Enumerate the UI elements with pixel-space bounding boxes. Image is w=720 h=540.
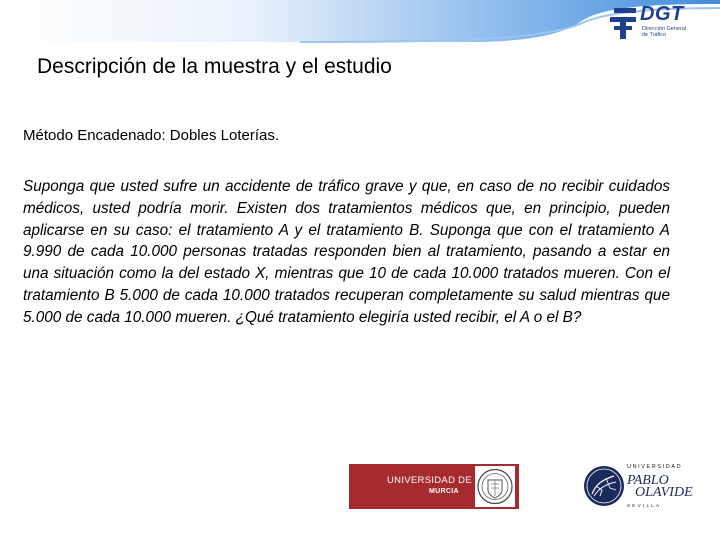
- universidad-murcia-logo: [349, 464, 519, 509]
- upo-seal-icon: [582, 464, 626, 508]
- murcia-logo-line1: UNIVERSIDAD DE: [387, 475, 472, 486]
- dgt-logo: [610, 2, 696, 44]
- dgt-cross-icon: [610, 4, 638, 40]
- dgt-logo-subtitle-line: de Tráfico: [642, 32, 667, 38]
- dgt-logo-text: DGT: [640, 3, 684, 25]
- slide-subtitle: Método Encadenado: Dobles Loterías.: [23, 127, 280, 144]
- universidad-pablo-olavide-logo: [582, 462, 693, 512]
- murcia-seal-icon: [475, 466, 515, 507]
- upo-logo-top: UNIVERSIDAD: [627, 464, 683, 470]
- murcia-logo-line2: MURCIA: [429, 488, 459, 495]
- upo-logo-name-line1: PABLO: [627, 473, 669, 488]
- dgt-logo-subtitle: [642, 26, 686, 38]
- slide-title: Descripción de la muestra y el estudio: [37, 55, 392, 78]
- question-text: Suponga que usted sufre un accidente de tráfico grave y que, en caso de no recibir cuidados médicos, usted podría morir. Existen dos tratamientos médicos que, en principio, pueden aplicarse en su caso: el tratamiento A y el tratamiento B. Suponga que con el tratamiento A 9.990 de cada 10.000 personas tratadas responden bien al tratamiento, pasando a estar en una situación como la del estado X, mientras que 10 de cada 10.000 tratados mueren. Con el tratamiento B 5.000 de cada 10.000 tratados recuperan completamente su salud mientras que 5.000 de cada 10.000 mueren. ¿Qué tratamiento elegiría usted recibir, el A o el B?: [23, 178, 670, 326]
- upo-logo-bottom: SEVILLA: [627, 503, 662, 508]
- upo-logo-name-line2: OLAVIDE: [635, 485, 693, 500]
- dgt-logo-subtitle-line: Dirección General: [642, 26, 687, 32]
